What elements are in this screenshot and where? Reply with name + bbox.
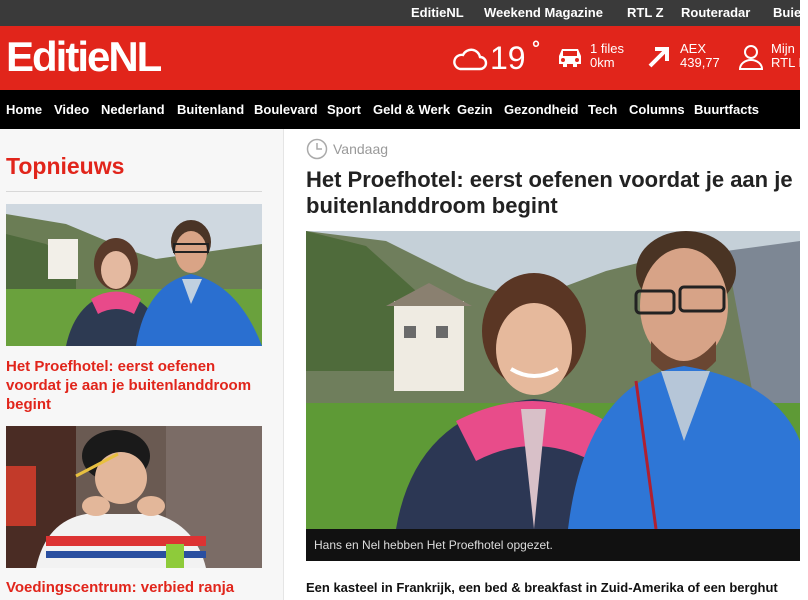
topbar-link-editienl[interactable]: EditieNL: [411, 5, 464, 20]
brand-header: [0, 26, 808, 90]
topnieuws-divider: [6, 191, 262, 192]
news-thumbnail-voedingscentrum[interactable]: [6, 426, 262, 568]
topnieuws-sidebar: [0, 129, 284, 600]
account-line1: Mijn: [771, 41, 795, 56]
traffic-info[interactable]: [590, 42, 624, 70]
weather-temperature[interactable]: 19: [490, 40, 526, 76]
weather-unit: °: [532, 38, 540, 60]
nav-item-gezin[interactable]: Gezin: [457, 102, 493, 117]
news-title-voedingscentrum[interactable]: Voedingscentrum: verbied ranja: [6, 579, 235, 596]
article-headline: Het Proefhotel: eerst oefenen voordat je aan je buitenlanddroom begint: [306, 167, 793, 218]
nav-item-video[interactable]: Video: [54, 102, 90, 117]
article-hero-image[interactable]: [306, 231, 800, 529]
aex-label: AEX: [680, 41, 707, 56]
site-logo[interactable]: EditieNL: [6, 33, 161, 80]
voedingscentrum-thumbnail-image: [6, 426, 262, 568]
top-utility-bar: [0, 0, 800, 26]
nav-item-geld-werk[interactable]: Geld & Werk: [373, 102, 451, 117]
article-intro: Een kasteel in Frankrijk, een bed & breakfast in Zuid-Amerika of een berghut: [306, 580, 778, 595]
nav-item-buitenland[interactable]: Buitenland: [177, 102, 245, 117]
nav-item-sport[interactable]: Sport: [327, 102, 361, 117]
traffic-files: 1 files: [590, 41, 624, 56]
topbar-link-rtl-z[interactable]: RTL Z: [627, 5, 664, 20]
account-link[interactable]: [771, 42, 808, 70]
nav-item-home[interactable]: Home: [6, 102, 43, 117]
main-navigation: [0, 90, 800, 129]
topbar-link-weekend-magazine[interactable]: Weekend Magazine: [484, 5, 603, 20]
cloud-icon: [452, 46, 488, 72]
topnieuws-heading: Topnieuws: [6, 153, 125, 179]
topbar-link-buitenland[interactable]: Buie: [773, 5, 802, 20]
user-icon: [738, 44, 764, 70]
nav-item-boulevard[interactable]: Boulevard: [254, 102, 318, 117]
news-thumbnail-proefhotel[interactable]: [6, 204, 262, 346]
aex-value: 439,77: [680, 55, 720, 70]
arrow-up-right-icon: [646, 44, 672, 70]
hero-caption: Hans en Nel hebben Het Proefhotel opgezet.: [306, 529, 800, 561]
proefhotel-thumbnail-image: [6, 204, 262, 346]
hero-photo: [306, 231, 800, 529]
nav-item-nederland[interactable]: Nederland: [101, 102, 165, 117]
account-line2: RTL N: [771, 55, 808, 70]
nav-item-gezondheid[interactable]: Gezondheid: [504, 102, 579, 117]
aex-index[interactable]: [680, 42, 720, 70]
nav-item-buurtfacts[interactable]: Buurtfacts: [694, 102, 760, 117]
nav-item-columns[interactable]: Columns: [629, 102, 685, 117]
topbar-link-routeradar[interactable]: Routeradar: [681, 5, 751, 20]
article-date: Vandaag: [333, 141, 389, 157]
nav-item-tech[interactable]: Tech: [588, 102, 618, 117]
car-icon: [554, 44, 586, 70]
traffic-km: 0km: [590, 55, 615, 70]
clock-icon: [306, 138, 328, 160]
news-title-proefhotel[interactable]: Het Proefhotel: eerst oefenen voordat je aan je buitenlanddroom begint: [6, 358, 252, 413]
